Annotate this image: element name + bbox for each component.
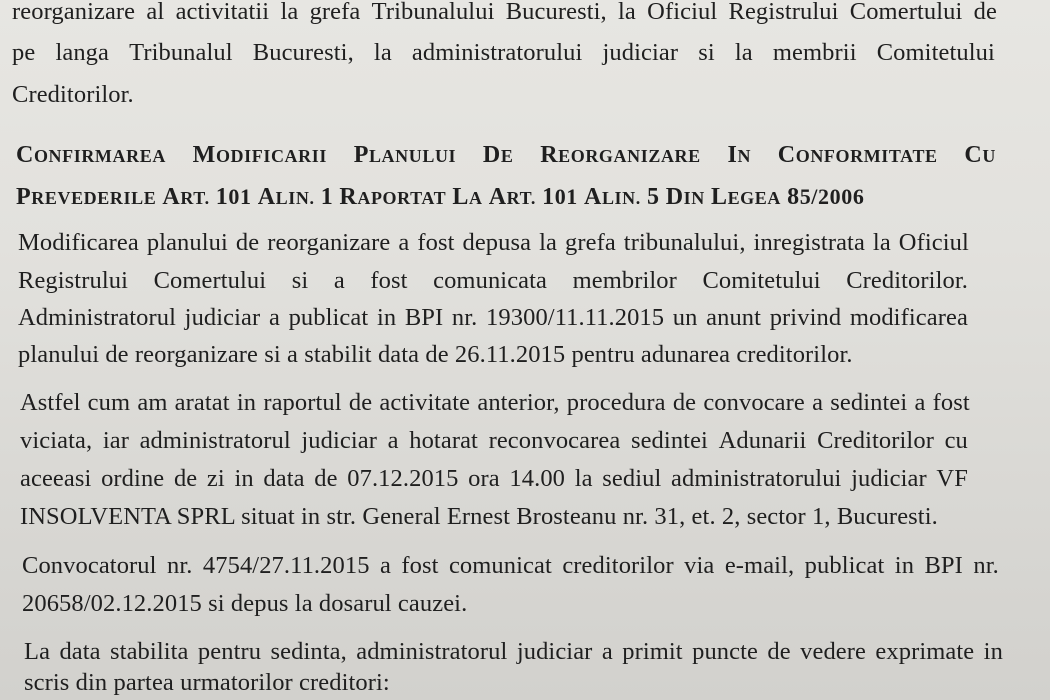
word: Adunarii [718, 427, 807, 454]
word: e-mail, [724, 552, 795, 579]
word: publicat [804, 552, 885, 579]
word: Administratorul [18, 304, 177, 331]
word: Comertului [849, 0, 963, 25]
word: in [236, 389, 257, 416]
word: Bucuresti, [252, 39, 354, 66]
word: membrii [772, 39, 857, 66]
word: comunicata [433, 267, 548, 294]
word: Registrului [18, 267, 128, 294]
word: Creditorilor. [846, 267, 968, 294]
word: si [698, 39, 715, 66]
word: tribunalului, [623, 229, 746, 256]
word: Comitetului [702, 267, 821, 294]
heading-word: ALIN. [584, 184, 641, 210]
paragraph4-line2: 20658/02.12.2015 si depus la dosarul cauzei. [22, 590, 468, 617]
word: de [672, 389, 697, 416]
word: fost [417, 229, 455, 256]
word: creditorilor [562, 552, 674, 579]
word: La [24, 638, 51, 665]
heading-word: CONFIRMAREA [16, 142, 166, 168]
word: BPI [924, 552, 963, 579]
word: de [973, 0, 997, 25]
heading-word: ALIN. [257, 184, 315, 210]
heading-word: PREVEDERILE [16, 184, 157, 210]
paragraph2-line1 [18, 228, 969, 258]
heading-word: PLANULUI [353, 142, 457, 168]
word: 4754/27.11.2015 [202, 552, 370, 579]
word: 19300/11.11.2015 [486, 304, 665, 331]
word: ordine [101, 465, 165, 492]
word: si [291, 267, 309, 294]
word: data [263, 465, 305, 492]
word: langa [55, 39, 109, 66]
paragraph5-line1 [24, 637, 1003, 667]
paragraph3-line1 [20, 388, 970, 418]
word: planului [146, 229, 228, 256]
word: de [348, 389, 373, 416]
paragraph2-line2 [18, 266, 968, 296]
heading-word: LA [452, 184, 483, 210]
paragraph3-line3 [20, 464, 968, 494]
word: fost [932, 389, 970, 416]
word: activitatii [175, 0, 270, 25]
heading-word: REORGANIZARE [540, 142, 701, 168]
word: administratorul [139, 427, 291, 454]
section-heading-line2 [16, 182, 864, 213]
word: pentru [197, 638, 262, 665]
word: depusa [462, 229, 532, 256]
word: Oficiul [898, 229, 969, 256]
word: nr. [973, 552, 999, 579]
word: iar [102, 427, 129, 454]
word: convocare [703, 389, 805, 416]
word: la [280, 0, 299, 25]
heading-word: 101 [215, 184, 252, 210]
word: reorganizare [12, 0, 136, 25]
word: primit [622, 638, 683, 665]
word: judiciar [184, 304, 261, 331]
paragraph3-line2 [20, 426, 968, 456]
word: Comitetului [876, 39, 995, 66]
word: anterior, [477, 389, 560, 416]
word: data [59, 638, 101, 665]
word: de [173, 465, 198, 492]
word: sedinta, [270, 638, 347, 665]
word: a [398, 229, 410, 256]
heading-word: DE [482, 142, 514, 168]
word: grefa [564, 229, 616, 256]
word: reorganizare [267, 229, 391, 256]
word: activitate [379, 389, 471, 416]
word: VF [936, 465, 968, 492]
word: judiciar [301, 427, 378, 454]
word: nr. [451, 304, 478, 331]
word: Convocatorul [22, 552, 157, 579]
word: la [872, 229, 891, 256]
word: Creditorilor [817, 427, 934, 454]
paragraph1-line2 [12, 38, 995, 68]
word: hotarat [409, 427, 478, 454]
word: la [734, 39, 753, 66]
word: publicat [288, 304, 369, 331]
paragraph4-line1 [22, 551, 999, 581]
word: sedintei [630, 427, 708, 454]
word: anunt [706, 304, 762, 331]
word: judiciar [602, 39, 679, 66]
word: zi [206, 465, 225, 492]
word: fost [401, 552, 439, 579]
heading-word: DIN [665, 184, 705, 210]
word: Oficiul [647, 0, 718, 25]
word: via [684, 552, 715, 579]
word: a [379, 552, 391, 579]
heading-word: CONFORMITATE [777, 142, 938, 168]
word: puncte [692, 638, 759, 665]
word: Comertului [153, 267, 267, 294]
word: BPI [404, 304, 444, 331]
word: in [983, 638, 1003, 665]
word: de [767, 638, 791, 665]
word: Tribunalul [129, 39, 233, 66]
word: pe [12, 39, 36, 66]
heading-word: RAPORTAT [339, 184, 447, 210]
word: reconvocarea [488, 427, 621, 454]
paragraph5-line2: scris din partea urmatorilor creditori: [24, 669, 390, 696]
word: un [672, 304, 698, 331]
word: Registrului [728, 0, 839, 25]
word: grefa [309, 0, 361, 25]
word: administratorului [411, 39, 583, 66]
word: a [333, 267, 345, 294]
word: in [376, 304, 397, 331]
word: aratat [174, 389, 230, 416]
word: a [601, 638, 613, 665]
word: la [373, 39, 392, 66]
word: la [539, 229, 557, 256]
word: procedura [566, 389, 666, 416]
word: de [314, 465, 338, 492]
word: al [146, 0, 165, 25]
word: Bucuresti, [505, 0, 607, 25]
word: modificarea [849, 304, 968, 331]
heading-word: MODIFICARII [192, 142, 327, 168]
word: Astfel [20, 389, 81, 416]
word: comunicat [448, 552, 552, 579]
word: ora [468, 465, 500, 492]
word: a [812, 389, 824, 416]
word: sediul [602, 465, 662, 492]
heading-word: LEGEA [710, 184, 781, 210]
paragraph2-line4: planului de reorganizare si a stabilit data de 26.11.2015 pentru adunarea creditorilor. [18, 341, 853, 368]
word: nr. [166, 552, 193, 579]
word: exprimate [875, 638, 975, 665]
word: judiciar [516, 638, 593, 665]
word: la [618, 0, 636, 25]
word: sedintei [830, 389, 908, 416]
heading-word: 85/2006 [787, 184, 865, 210]
word: administratorului [671, 465, 842, 492]
paragraph1-line1 [12, 0, 997, 27]
word: stabilita [110, 638, 189, 665]
paragraph2-line3 [18, 303, 968, 333]
heading-word: 1 [320, 184, 334, 210]
word: am [137, 389, 168, 416]
heading-word: CU [964, 142, 996, 168]
word: a [914, 389, 926, 416]
word: in [234, 465, 254, 492]
heading-word: 5 [646, 184, 660, 210]
heading-word: IN [727, 142, 752, 168]
word: 07.12.2015 [347, 465, 459, 492]
word: a [387, 427, 399, 454]
word: aceeasi [20, 465, 92, 492]
word: cu [944, 427, 968, 454]
word: cum [87, 389, 131, 416]
word: viciata, [20, 427, 93, 454]
word: 14.00 [509, 465, 566, 492]
word: Modificarea [18, 229, 139, 256]
word: privind [769, 304, 842, 331]
word: judiciar [851, 465, 927, 492]
word: fost [370, 267, 408, 294]
word: a [268, 304, 280, 331]
heading-word: ART. [162, 184, 210, 210]
paragraph3-line4: INSOLVENTA SPRL situat in str. General Ernest Brosteanu nr. 31, et. 2, sector 1, Bucuresti. [20, 503, 938, 530]
word: inregistrata [753, 229, 865, 256]
word: vedere [800, 638, 867, 665]
word: la [574, 465, 593, 492]
paragraph1-line3: Creditorilor. [12, 81, 134, 108]
heading-word: 101 [542, 184, 578, 210]
word: administratorul [356, 638, 508, 665]
word: membrilor [572, 267, 677, 294]
word: Tribunalului [371, 0, 495, 25]
word: raportul [263, 389, 342, 416]
heading-word: ART. [488, 184, 536, 210]
paragraph5-line2-clip [0, 669, 1050, 700]
section-heading-line1 [16, 140, 996, 171]
word: in [894, 552, 915, 579]
word: de [235, 229, 260, 256]
